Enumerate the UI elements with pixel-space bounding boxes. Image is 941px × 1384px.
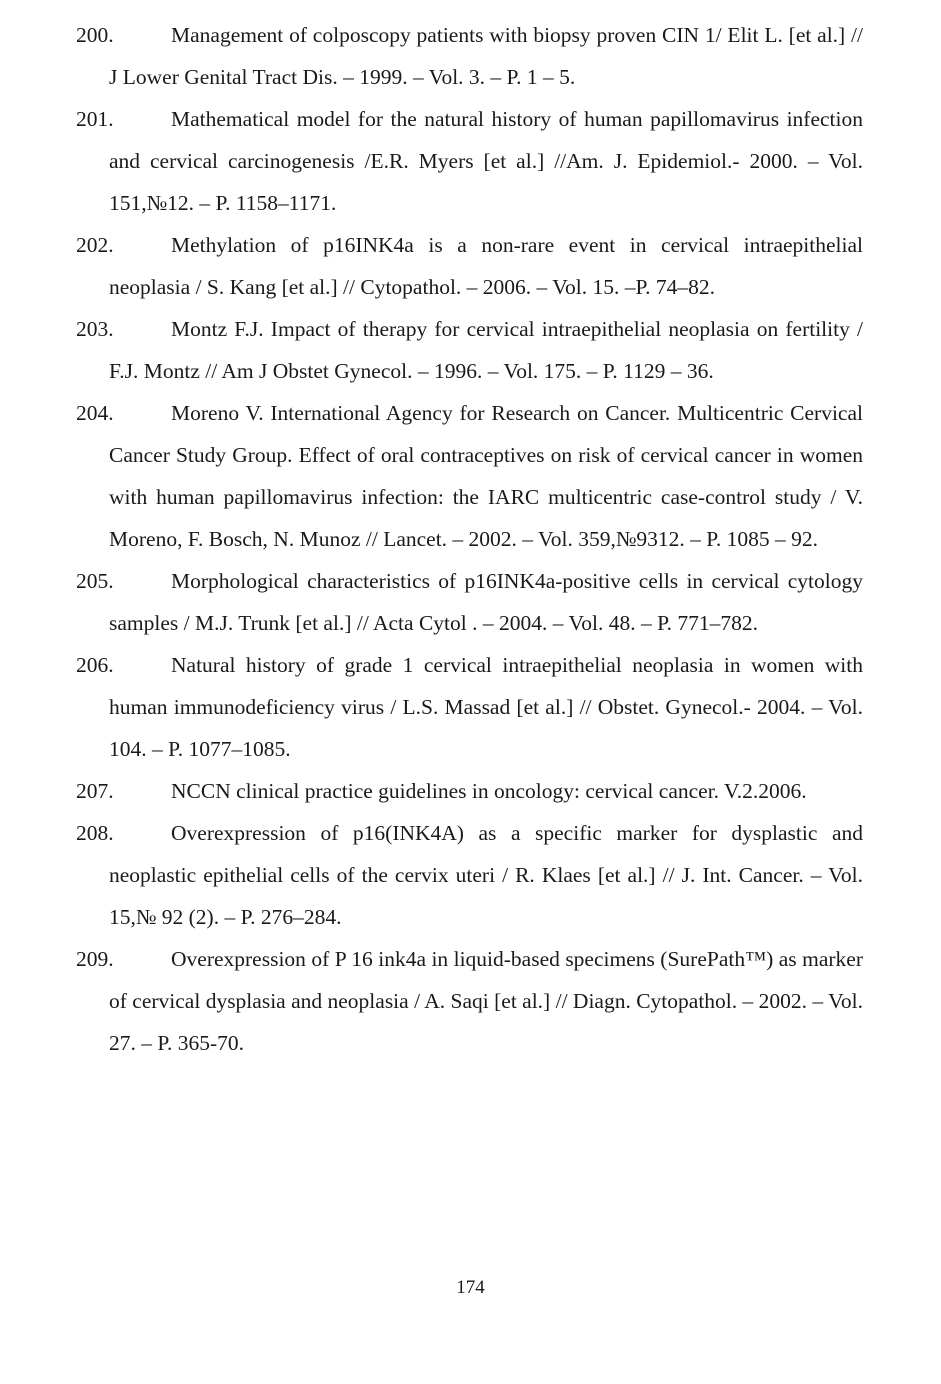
reference-item [76,392,863,560]
reference-number: 205. [76,569,114,593]
reference-text: Natural history of grade 1 cervical intraepithelial neoplasia in women with human immunodeficiency virus / L.S. Massad [et al.] // Obstet. Gynecol.- 2004. – Vol. 104. – P. 1077–1085. [109,653,863,761]
reference-number: 204. [76,401,114,425]
reference-text: Morphological characteristics of p16INK4a-positive cells in cervical cytology samples / M.J. Trunk [et al.] // Acta Cytol . – 2004. – Vol. 48. – P. 771–782. [109,569,863,635]
reference-number: 206. [76,653,114,677]
reference-list [76,14,863,1064]
reference-item [76,308,863,392]
reference-text: NCCN clinical practice guidelines in oncology: cervical cancer. V.2.2006. [171,779,807,803]
reference-number: 202. [76,233,114,257]
reference-number: 201. [76,107,114,131]
reference-item [76,14,863,98]
reference-text: Moreno V. International Agency for Research on Cancer. Multicentric Cervical Cancer Study Group. Effect of oral contraceptives on risk of cervical cancer in women with human papillomavirus infection: the IARC multicentric case-control study / V. Moreno, F. Bosch, N. Munoz // Lancet. – 2002. – Vol. 359,№9312. – P. 1085 – 92. [109,401,863,551]
reference-text: Overexpression of p16(INK4A) as a specific marker for dysplastic and neoplastic epithelial cells of the cervix uteri / R. Klaes [et al.] // J. Int. Cancer. – Vol. 15,№ 92 (2). – P. 276–284. [109,821,863,929]
reference-number: 200. [76,23,114,47]
reference-text: Management of colposcopy patients with biopsy proven CIN 1/ Elit L. [et al.] // J Lower Genital Tract Dis. – 1999. – Vol. 3. – P. 1 – 5. [109,23,863,89]
reference-text: Montz F.J. Impact of therapy for cervical intraepithelial neoplasia on fertility / F.J. Montz // Am J Obstet Gynecol. – 1996. – Vol. 175. – P. 1129 – 36. [109,317,863,383]
reference-text: Overexpression of P 16 ink4a in liquid-based specimens (SurePath™) as marker of cervical dysplasia and neoplasia / A. Saqi [et al.] // Diagn. Cytopathol. – 2002. – Vol. 27. – P. 365-70. [109,947,863,1055]
reference-item [76,644,863,770]
reference-item [76,770,863,812]
reference-item [76,938,863,1064]
reference-text: Methylation of p16INK4a is a non-rare event in cervical intraepithelial neoplasia / S. Kang [et al.] // Cytopathol. – 2006. – Vol. 15. –P. 74–82. [109,233,863,299]
reference-number: 208. [76,821,114,845]
reference-item [76,560,863,644]
reference-item [76,812,863,938]
reference-item [76,224,863,308]
reference-text: Mathematical model for the natural history of human papillomavirus infection and cervical carcinogenesis /E.R. Myers [et al.] //Am. J. Epidemiol.- 2000. – Vol. 151,№12. – P. 1158–1171. [109,107,863,215]
page-number: 174 [456,1277,485,1298]
reference-item [76,98,863,224]
reference-number: 203. [76,317,114,341]
reference-number: 207. [76,779,114,803]
reference-number: 209. [76,947,114,971]
